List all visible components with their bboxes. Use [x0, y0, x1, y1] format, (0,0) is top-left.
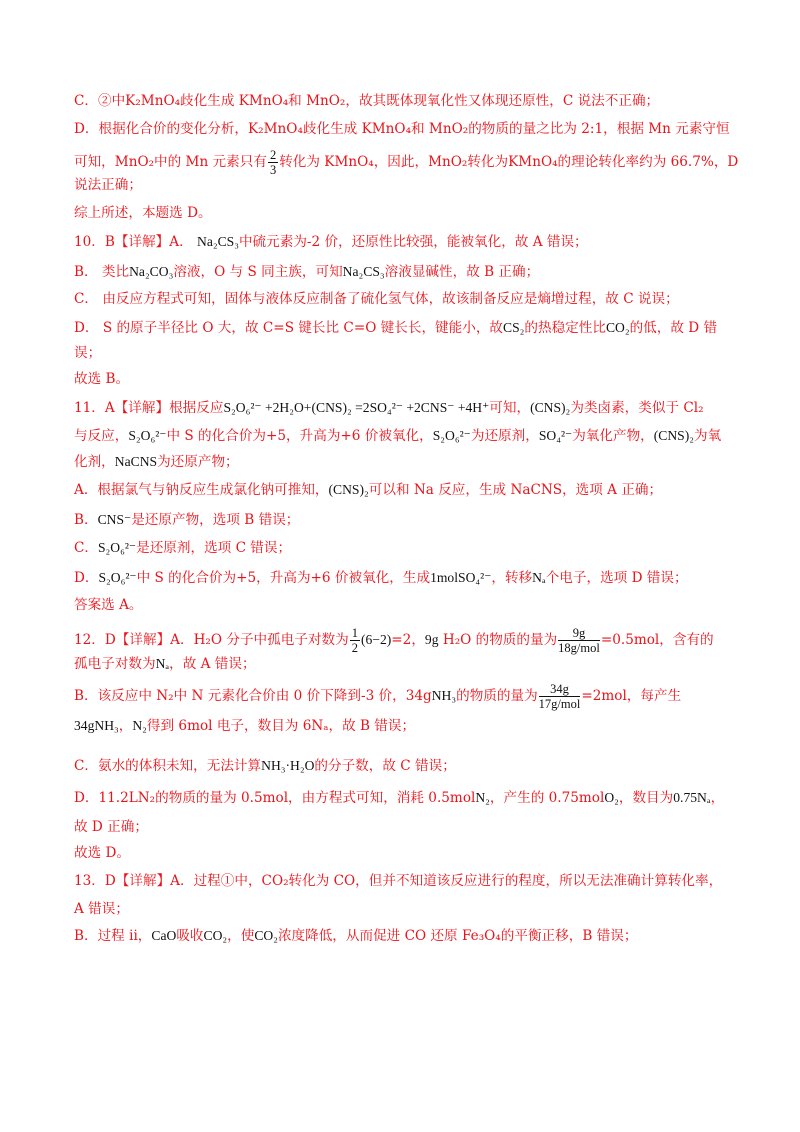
answer-line-l19 — [74, 596, 143, 615]
fraction-numerator: 34g — [539, 682, 581, 697]
text-segment: =2， — [391, 632, 425, 648]
answer-line-l26 — [74, 818, 148, 837]
fraction-numerator: 2 — [269, 148, 277, 162]
text-segment: 吸收 — [176, 928, 204, 944]
answer-line-l28 — [74, 872, 722, 891]
fraction-denominator: 18g/mol — [558, 641, 600, 655]
fraction-denominator: 2 — [351, 641, 358, 655]
answer-line-l23 — [74, 716, 415, 736]
text-segment: ，故 A 错误； — [169, 656, 256, 672]
text-segment: 是还原产物，选项 B 错误； — [131, 512, 300, 528]
formula: NH₃·H₂O — [261, 758, 315, 773]
answer-line-l30 — [74, 926, 637, 946]
text-segment: 为类卤素，类似于 Cl₂ — [570, 400, 704, 416]
text-segment: 为还原剂， — [470, 428, 539, 444]
text-segment: 10．B【详解】A． — [74, 234, 197, 250]
text-segment: =0.5mol，含有的 — [600, 632, 714, 648]
formula: 34gNH₃ — [74, 718, 119, 733]
formula: S₂O₆²⁻ — [128, 428, 167, 443]
text-segment: A 错误； — [74, 901, 129, 917]
text-segment: B．该反应中 N₂中 N 元素化合价由 0 价下降到-3 价，34g — [74, 688, 432, 704]
text-segment: 中硫元素为-2 价，还原性比较强，能被氧化，故 A 错误； — [238, 234, 588, 250]
answer-line-l05 — [74, 204, 212, 223]
text-segment: D．根据化合价的变化分析，K₂MnO₄歧化生成 KMnO₄和 MnO₂的物质的量之比为 2:1，根据 Mn 元素守恒 — [74, 121, 730, 137]
formula: CO₂ — [254, 928, 278, 943]
text-segment: 为氧化产物， — [572, 428, 654, 444]
text-segment: 是还原剂，选项 C 错误； — [136, 540, 292, 556]
text-segment: ，转移 — [491, 570, 533, 586]
text-segment: 12．D【详解】A．H₂O 分子中孤电子对数为 — [74, 632, 349, 648]
text-segment: C． 由反应方程式可知，固体与液体反应制备了硫化氢气体，故该制备反应是熵增过程，故 C 说误； — [74, 291, 679, 307]
answer-line-l22 — [74, 682, 681, 711]
text-segment: ， — [118, 718, 133, 734]
text-segment: ，使 — [227, 928, 255, 944]
answer-line-l14 — [74, 452, 239, 472]
formula: (CNS)₂ — [328, 482, 369, 497]
text-segment: 误； — [74, 345, 102, 361]
text-segment: 的热稳定性比 — [524, 320, 606, 336]
text-segment: 中 S 的化合价为+5，升高为+6 价被氧化， — [166, 428, 433, 444]
fraction-denominator: 3 — [269, 163, 277, 177]
text-segment: 故选 D。 — [74, 845, 131, 861]
formula: N₂ — [132, 718, 147, 733]
text-segment: A．根据氯气与钠反应生成氯化钠可推知， — [74, 482, 329, 498]
answer-line-l07 — [74, 262, 539, 282]
answer-line-l01 — [74, 92, 659, 111]
text-segment: 11．A【详解】根据反应 — [74, 400, 224, 416]
answer-line-l11 — [74, 370, 129, 389]
fraction-numerator: 1 — [351, 626, 358, 640]
text-segment: ，产生的 0.75mol — [489, 790, 605, 806]
formula: 1molSO₄²⁻ — [430, 570, 492, 585]
text-segment: 的低，故 D 错 — [629, 320, 718, 336]
fraction-denominator: 17g/mol — [538, 697, 581, 711]
text-segment: 可知，MnO₂中的 Mn 元素只有 — [74, 154, 267, 170]
text-segment: 中 S 的化合价为+5，升高为+6 价被氧化，生成 — [136, 570, 431, 586]
formula: Na₂CS₃ — [197, 234, 239, 249]
formula: SO₄²⁻ — [538, 428, 573, 443]
text-segment: B． 类比 — [74, 264, 130, 280]
formula: CO₂ — [605, 320, 630, 335]
text-segment: 13．D【详解】A．过程①中，CO₂转化为 CO，但并不知道该反应进行的程度，所以无法准确计算转化率， — [74, 873, 723, 889]
formula: S₂O₆²⁻ — [98, 570, 137, 585]
answer-line-l18 — [74, 568, 688, 588]
formula: S₂O₆²⁻ +2H₂O+(CNS)₂ =2SO₄²⁻ +2CNS⁻ +4H⁺ — [223, 400, 490, 415]
text-segment: ， — [710, 790, 725, 806]
formula: CS₂ — [503, 320, 525, 335]
fraction — [268, 148, 278, 177]
text-segment: 浓度降低，从而促进 CO 还原 Fe₃O₄的平衡正移，B 错误； — [277, 928, 638, 944]
text-segment: ，数目为 — [618, 790, 674, 806]
text-segment: C． — [74, 540, 98, 556]
formula: N₂ — [475, 790, 490, 805]
answer-line-l29 — [74, 900, 129, 919]
fraction — [350, 626, 360, 655]
formula: Na₂CS₃ — [342, 264, 385, 279]
formula: (CNS)₂ — [653, 428, 695, 443]
text-segment: 综上所述，本题选 D。 — [74, 205, 212, 221]
text-segment: 故选 B。 — [74, 371, 130, 387]
answer-line-l10 — [74, 344, 101, 363]
answer-line-l24 — [74, 756, 456, 776]
answer-line-l21 — [74, 654, 256, 674]
formula: Nₐ — [532, 570, 546, 585]
text-segment: 可以和 Na 反应，生成 NaCNS，选项 A 正确； — [368, 482, 663, 498]
formula: Nₐ — [155, 656, 170, 671]
answer-line-l27 — [74, 844, 130, 863]
formula: 0.75Nₐ — [673, 790, 711, 805]
text-segment: =2mol，每产生 — [581, 688, 682, 704]
formula: CNS⁻ — [97, 512, 132, 527]
text-segment: 答案选 A。 — [74, 597, 143, 613]
formula: CaO — [151, 928, 177, 943]
formula: NH₃ — [431, 688, 457, 703]
formula: 9g — [424, 632, 439, 647]
text-segment: D．11.2LN₂的物质的量为 0.5mol，由方程式可知，消耗 0.5mol — [74, 790, 476, 806]
text-segment: C．氨水的体积未知，无法计算 — [74, 758, 262, 774]
text-segment: 的物质的量为 — [456, 688, 538, 704]
text-segment: 溶液显碱性，故 B 正确； — [384, 264, 540, 280]
text-segment: C．②中K₂MnO₄歧化生成 KMnO₄和 MnO₂，故其既体现氧化性又体现还原性，C 说法不正确； — [74, 93, 660, 109]
formula: O₂ — [604, 790, 619, 805]
fraction-numerator: 9g — [558, 626, 600, 641]
answer-line-l06 — [74, 232, 588, 252]
fraction — [558, 626, 600, 655]
formula: (6−2) — [360, 632, 392, 647]
formula: S₂O₆²⁻ — [432, 428, 471, 443]
answer-line-l20 — [74, 626, 714, 655]
text-segment: 个电子，选项 D 错误； — [545, 570, 688, 586]
text-segment: B．过程 ii， — [74, 928, 152, 944]
answer-line-l02 — [74, 120, 730, 139]
answer-line-l08 — [74, 290, 679, 309]
text-segment: 孤电子对数为 — [74, 656, 156, 672]
text-segment: D． — [74, 570, 99, 586]
formula: CO₂ — [203, 928, 228, 943]
text-segment: 与反应， — [74, 428, 129, 444]
text-segment: 为氧 — [694, 428, 722, 444]
formula: Na₂CO₃ — [129, 264, 174, 279]
text-segment: 可知， — [489, 400, 531, 416]
text-segment: 说法正确； — [74, 177, 142, 193]
fraction — [539, 682, 581, 711]
text-segment: 的分子数，故 C 错误； — [314, 758, 456, 774]
answer-line-l13 — [74, 426, 721, 446]
answer-line-l16 — [74, 510, 299, 530]
answer-line-l04 — [74, 176, 142, 195]
text-segment: 得到 6mol 电子，数目为 6Nₐ，故 B 错误； — [146, 718, 416, 734]
text-segment: 化剂， — [74, 454, 115, 470]
answer-line-l25 — [74, 788, 724, 808]
answer-line-l03 — [74, 148, 738, 177]
text-segment: 故 D 正确； — [74, 819, 148, 835]
formula: (CNS)₂ — [530, 400, 571, 415]
text-segment: 溶液，O 与 S 同主族，可知 — [173, 264, 343, 280]
text-segment: 转化为 KMnO₄，因此，MnO₂转化为KMnO₄的理论转化率约为 66.7%，D — [279, 154, 739, 170]
answer-line-l12 — [74, 398, 704, 418]
text-segment: D． S 的原子半径比 O 大，故 C=S 键长比 C=O 键长长，键能小，故 — [74, 320, 504, 336]
answer-line-l09 — [74, 318, 717, 338]
formula: NaCNS — [114, 454, 158, 469]
text-segment: H₂O 的物质的量为 — [438, 632, 558, 648]
text-segment: 为还原产物； — [157, 454, 239, 470]
answer-line-l15 — [74, 480, 662, 500]
answer-line-l17 — [74, 538, 291, 558]
formula: S₂O₆²⁻ — [98, 540, 137, 555]
text-segment: B． — [74, 512, 98, 528]
